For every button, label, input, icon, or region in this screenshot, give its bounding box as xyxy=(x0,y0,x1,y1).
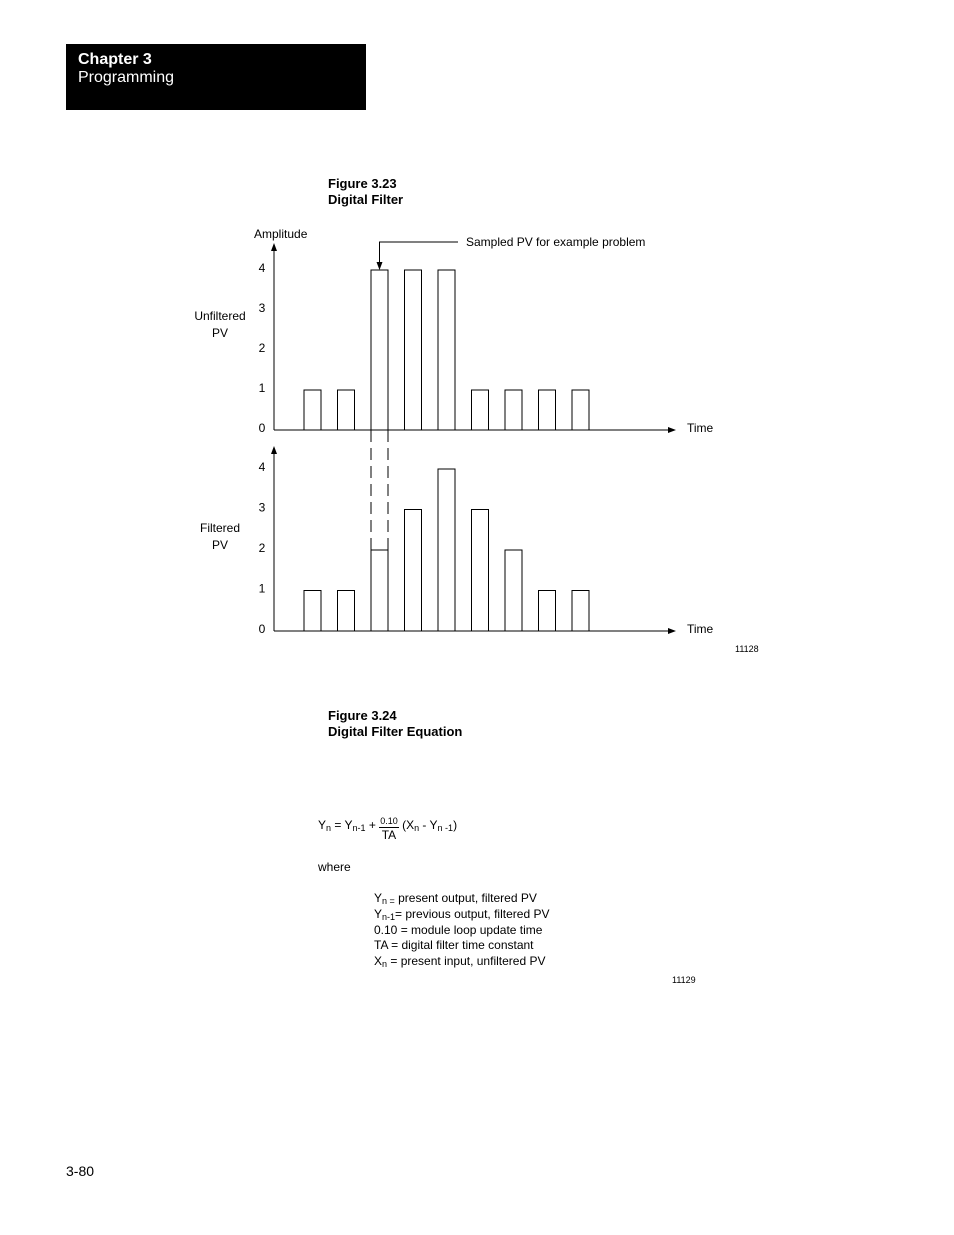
bar xyxy=(472,510,489,632)
definition-yn-1: $Y_{n-1}=$ previous output, filtered PV xyxy=(374,907,550,922)
y-tick-label: 0 xyxy=(258,421,266,435)
page-number: 3-80 xyxy=(66,1163,95,1179)
bar xyxy=(304,390,321,430)
bar xyxy=(572,591,589,632)
figure-23-id: 11128 xyxy=(735,644,759,654)
series-label: Filtered xyxy=(199,521,241,535)
bar xyxy=(405,510,422,632)
definition-yn: $Y_{n =}$ present output, filtered PV xyxy=(374,891,537,906)
bar xyxy=(371,270,388,430)
y-axis-title: Amplitude xyxy=(254,227,308,241)
bar xyxy=(371,550,388,631)
y-tick-label: 4 xyxy=(258,460,266,474)
y-axis-arrow xyxy=(271,446,277,454)
equation-fraction: $\frac{0.10}{TA}$ xyxy=(380,816,398,842)
figure-24-caption xyxy=(328,708,462,740)
figure-24-title: Digital Filter Equation xyxy=(328,724,463,739)
y-tick-label: 2 xyxy=(258,341,266,355)
bar xyxy=(304,591,321,632)
definition-xn: $X_n$ = present input, unfiltered PV xyxy=(374,954,546,969)
bar xyxy=(505,550,522,631)
x-axis-title: Time xyxy=(687,622,714,636)
y-tick-label: 3 xyxy=(258,301,266,315)
y-tick-label: 2 xyxy=(258,541,266,555)
filter-equation: $Y_n = Y_{n-1}$ + $\frac{0.10}{TA}$ $(X_n - Y_{n -1})$ xyxy=(318,816,458,842)
annotation-arrowhead xyxy=(377,262,383,270)
x-axis-arrow xyxy=(668,628,676,634)
bar xyxy=(438,270,455,430)
chapter-label: Chapter 3 xyxy=(78,51,152,68)
bar xyxy=(472,390,489,430)
y-tick-label: 4 xyxy=(258,261,266,275)
bar xyxy=(405,270,422,430)
y-tick-label: 1 xyxy=(258,381,266,395)
y-tick-label: 0 xyxy=(258,622,266,636)
series-label: Unfiltered xyxy=(194,309,246,323)
definition-loop-time: 0.10 = module loop update time xyxy=(374,923,543,937)
y-tick-label: 1 xyxy=(258,581,266,596)
y-tick-label: 3 xyxy=(258,500,266,515)
figure-24-number: Figure 3.24 xyxy=(328,708,397,723)
figure-23-number: Figure 3.23 xyxy=(328,176,397,191)
y-axis-arrow xyxy=(271,243,277,251)
where-label: where xyxy=(318,860,351,874)
figure-24-id: 11129 xyxy=(672,975,696,985)
bar xyxy=(572,390,589,430)
figure-23-title: Digital Filter xyxy=(328,192,404,207)
definition-ta: TA = digital filter time constant xyxy=(374,938,534,952)
x-axis-arrow xyxy=(668,427,676,433)
series-label: PV xyxy=(211,538,229,552)
bar xyxy=(338,591,355,632)
bar xyxy=(539,591,556,632)
annotation-text: Sampled PV for example problem xyxy=(466,235,646,249)
annotation-leader xyxy=(380,242,459,264)
bar xyxy=(438,469,455,631)
series-label: PV xyxy=(211,326,229,340)
x-axis-title: Time xyxy=(687,421,714,435)
bar xyxy=(539,390,556,430)
bar xyxy=(505,390,522,430)
section-label: Programming xyxy=(78,69,175,86)
bar xyxy=(338,390,355,430)
